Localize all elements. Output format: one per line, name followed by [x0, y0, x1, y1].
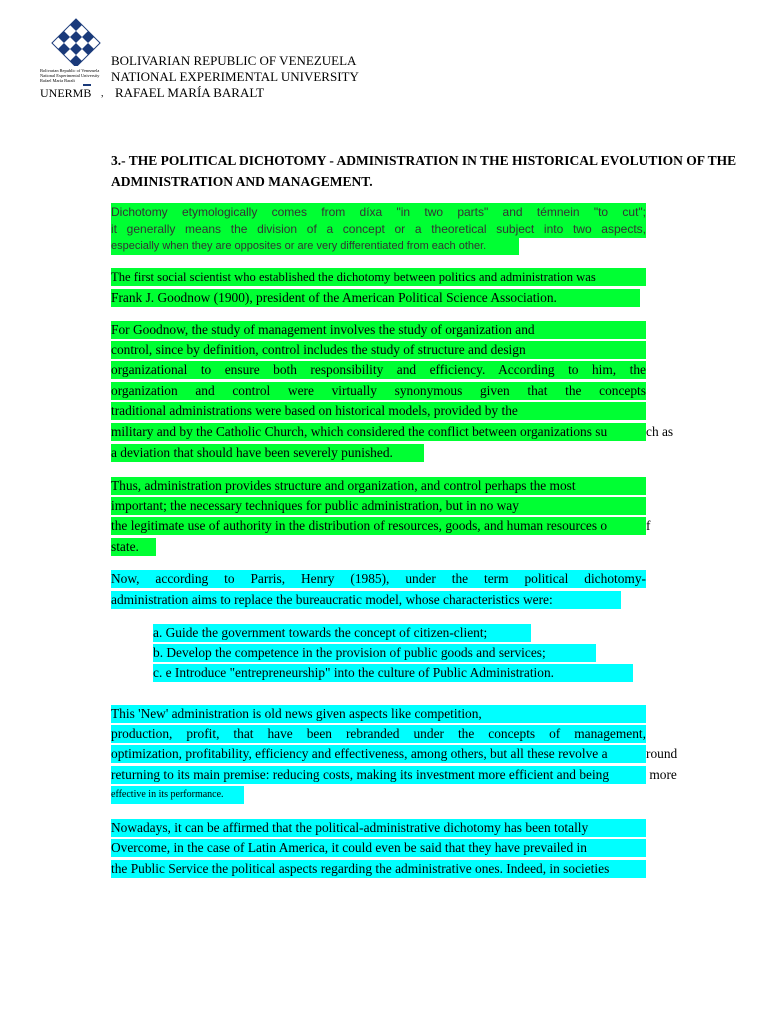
paragraph-line — [111, 839, 646, 857]
highlighted-text: optimization, profitability, efficiency and effectiveness, among others, but all these revolve a — [111, 745, 646, 763]
section-heading — [111, 150, 736, 192]
paragraph-line — [111, 477, 646, 495]
logo-caption-line: Bolivarian Republic of Venezuela — [40, 68, 100, 73]
highlighted-text: the legitimate use of authority in the distribution of resources, goods, and human resources o — [111, 517, 646, 535]
highlighted-text: Overcome, in the case of Latin America, it could even be said that they have prevailed in — [111, 839, 646, 857]
logo-caption-line: National Experimental University — [40, 73, 100, 78]
header-university-name: RAFAEL MARÍA BARALT — [115, 85, 265, 100]
paragraph-line — [111, 402, 646, 420]
highlighted-text: administration aims to replace the bureaucratic model, whose characteristics were: — [111, 591, 621, 609]
logo-acronym: UNERMB — [40, 86, 92, 100]
highlighted-text: This 'New' administration is old news given aspects like competition, — [111, 705, 646, 723]
paragraph-line — [111, 766, 677, 784]
paragraph-line — [111, 860, 646, 878]
highlighted-text: Nowadays, it can be affirmed that the political-administrative dichotomy has been totally — [111, 819, 646, 837]
list-item — [153, 644, 596, 662]
highlighted-text: organization and control were virtually synonymous given that the concepts — [111, 383, 646, 398]
paragraph-line — [111, 538, 156, 556]
plain-text: more — [646, 767, 677, 782]
highlighted-text: Frank J. Goodnow (1900), president of the American Political Science Association. — [111, 289, 640, 307]
highlighted-text: production, profit, that have been rebranded under the concepts of management, — [111, 726, 646, 741]
heading-line: ADMINISTRATION AND MANAGEMENT. — [111, 174, 373, 189]
heading-line: 3.- THE POLITICAL DICHOTOMY - ADMINISTRATION IN THE HISTORICAL EVOLUTION OF THE — [111, 153, 737, 168]
paragraph-line — [111, 321, 646, 339]
highlighted-text: For Goodnow, the study of management involves the study of organization and — [111, 321, 646, 339]
paragraph-line — [111, 591, 621, 609]
plain-text: ch as — [646, 424, 674, 439]
highlighted-text: organizational to ensure both responsibility and efficiency. According to him, the — [111, 362, 646, 377]
paragraph-line — [111, 341, 646, 359]
paragraph-line — [111, 382, 646, 400]
highlighted-text: b. Develop the competence in the provision of public goods and services; — [153, 644, 596, 662]
paragraph-line — [111, 289, 640, 307]
header-separator: , — [101, 88, 104, 99]
highlighted-text: important; the necessary techniques for public administration, but in no way — [111, 497, 646, 515]
highlighted-text: military and by the Catholic Church, which considered the conflict between organizations su — [111, 423, 646, 441]
paragraph-line — [111, 423, 673, 441]
paragraph-line — [111, 570, 646, 588]
logo-caption — [40, 68, 110, 83]
highlighted-text: especially when they are opposites or are very differentiated from each other. — [111, 237, 519, 255]
highlighted-text: The first social scientist who established the dichotomy between politics and administration was — [111, 268, 646, 286]
paragraph-line — [111, 705, 646, 723]
highlighted-text: a. Guide the government towards the concept of citizen-client; — [153, 624, 531, 642]
list-item — [153, 664, 633, 682]
paragraph-line — [111, 237, 519, 255]
highlighted-text: c. e Introduce "entrepreneurship" into the culture of Public Administration. — [153, 664, 633, 682]
highlighted-text: it generally means the division of a concept or a theoretical subject into two aspects, — [111, 222, 646, 236]
paragraph-line — [111, 517, 650, 535]
paragraph-line — [111, 203, 646, 221]
paragraph-line — [111, 220, 646, 238]
paragraph-line — [111, 819, 646, 837]
highlighted-text: effective in its performance. — [111, 786, 244, 804]
paragraph-line — [111, 725, 646, 743]
logo-caption-line: Rafael María Baralt — [40, 78, 75, 83]
highlighted-text: returning to its main premise: reducing costs, making its investment more efficient and being — [111, 766, 646, 784]
paragraph-line — [111, 268, 646, 286]
logo-diamond-icon — [40, 18, 110, 66]
highlighted-text: Dichotomy etymologically comes from díxa "in two parts" and témnein "to cut"; — [111, 205, 646, 219]
highlighted-text: control, since by definition, control includes the study of structure and design — [111, 341, 646, 359]
highlighted-text: Now, according to Parris, Henry (1985), under the term political dichotomy- — [111, 571, 646, 586]
paragraph-line — [111, 444, 424, 462]
paragraph-line — [111, 497, 646, 515]
highlighted-text: traditional administrations were based on historical models, provided by the — [111, 402, 646, 420]
highlighted-text: a deviation that should have been severely punished. — [111, 444, 424, 462]
list-item — [153, 624, 531, 642]
paragraph-line — [111, 361, 646, 379]
highlighted-text: Thus, administration provides structure and organization, and control perhaps the most — [111, 477, 646, 495]
header-university: NATIONAL EXPERIMENTAL UNIVERSITY — [111, 69, 359, 84]
highlighted-text: state. — [111, 538, 156, 556]
paragraph-line — [111, 745, 677, 763]
plain-text: f — [646, 518, 651, 533]
plain-text: round — [646, 746, 678, 761]
paragraph-line — [111, 786, 244, 804]
header-country: BOLIVARIAN REPUBLIC OF VENEZUELA — [111, 53, 357, 68]
highlighted-text: the Public Service the political aspects regarding the administrative ones. Indeed, in societies — [111, 860, 646, 878]
